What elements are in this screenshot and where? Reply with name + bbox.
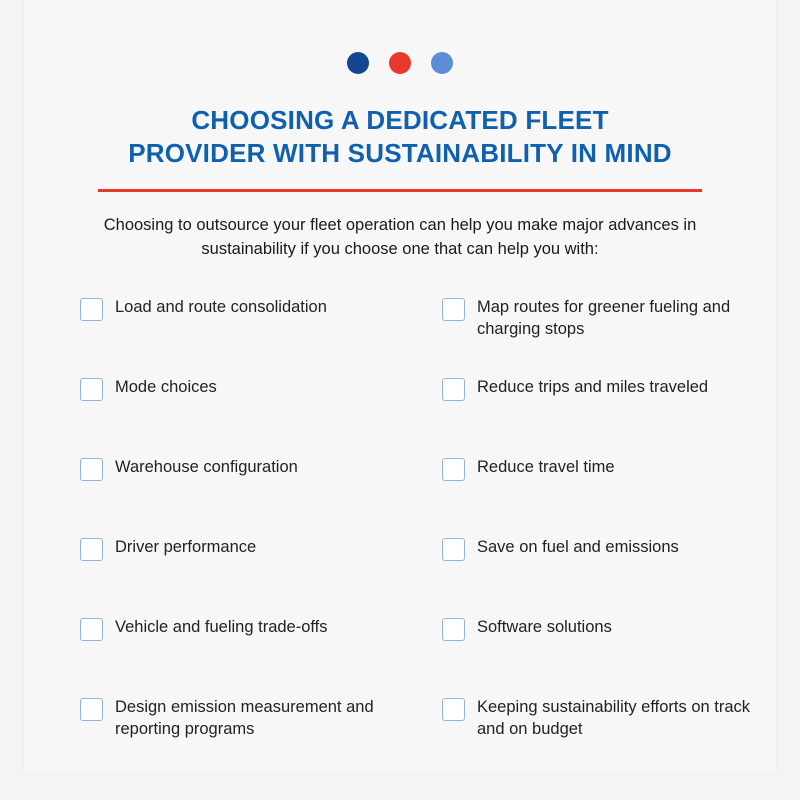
list-item-label: Software solutions bbox=[477, 617, 612, 636]
checkbox-icon[interactable] bbox=[80, 618, 103, 641]
list-item[interactable] bbox=[442, 376, 762, 456]
checklist bbox=[24, 296, 776, 776]
checkbox-icon[interactable] bbox=[442, 298, 465, 321]
list-item-label: Reduce trips and miles traveled bbox=[477, 377, 709, 396]
checkbox-icon[interactable] bbox=[442, 698, 465, 721]
list-item-label: Load and route consolidation bbox=[115, 297, 327, 316]
list-item[interactable] bbox=[80, 536, 428, 616]
list-item[interactable] bbox=[442, 296, 762, 376]
list-item-label: Vehicle and fueling trade-offs bbox=[115, 617, 328, 636]
checkbox-icon[interactable] bbox=[442, 458, 465, 481]
checkbox-icon[interactable] bbox=[80, 698, 103, 721]
checkbox-icon[interactable] bbox=[80, 538, 103, 561]
checkbox-icon[interactable] bbox=[80, 298, 103, 321]
list-item-label: Warehouse configuration bbox=[115, 457, 298, 476]
list-item-label: Keeping sustainability efforts on track and on budget bbox=[477, 697, 751, 739]
list-item-label: Driver performance bbox=[115, 537, 257, 556]
list-item[interactable] bbox=[442, 696, 762, 776]
page-title-line-1: CHOOSING A DEDICATED FLEET bbox=[191, 105, 609, 135]
list-item[interactable] bbox=[80, 616, 428, 696]
title-divider bbox=[98, 189, 702, 192]
content-card bbox=[24, 0, 776, 772]
list-item[interactable] bbox=[80, 696, 428, 776]
checkbox-icon[interactable] bbox=[80, 458, 103, 481]
intro-text: Choosing to outsource your fleet operation can help you make major advances in sustainability if you choose one that can help you with: bbox=[103, 216, 697, 258]
checkbox-icon[interactable] bbox=[442, 538, 465, 561]
page-title bbox=[24, 104, 776, 169]
dot-red-icon bbox=[389, 52, 411, 74]
list-item-label: Reduce travel time bbox=[477, 457, 615, 476]
checkbox-icon[interactable] bbox=[442, 618, 465, 641]
checkbox-icon[interactable] bbox=[442, 378, 465, 401]
page-title-line-2: PROVIDER WITH SUSTAINABILITY IN MIND bbox=[128, 137, 672, 168]
list-item[interactable] bbox=[80, 296, 428, 376]
dot-light-blue-icon bbox=[431, 52, 453, 74]
list-item[interactable] bbox=[442, 536, 762, 616]
list-item[interactable] bbox=[442, 616, 762, 696]
list-item-label: Save on fuel and emissions bbox=[477, 537, 679, 556]
dot-navy-icon bbox=[347, 52, 369, 74]
decorative-dots bbox=[24, 0, 776, 74]
list-item[interactable] bbox=[442, 456, 762, 536]
checkbox-icon[interactable] bbox=[80, 378, 103, 401]
list-item[interactable] bbox=[80, 376, 428, 456]
list-item-label: Map routes for greener fueling and charging stops bbox=[477, 297, 731, 339]
list-item[interactable] bbox=[80, 456, 428, 536]
list-item-label: Mode choices bbox=[115, 377, 217, 396]
list-item-label: Design emission measurement and reporting programs bbox=[115, 697, 374, 739]
